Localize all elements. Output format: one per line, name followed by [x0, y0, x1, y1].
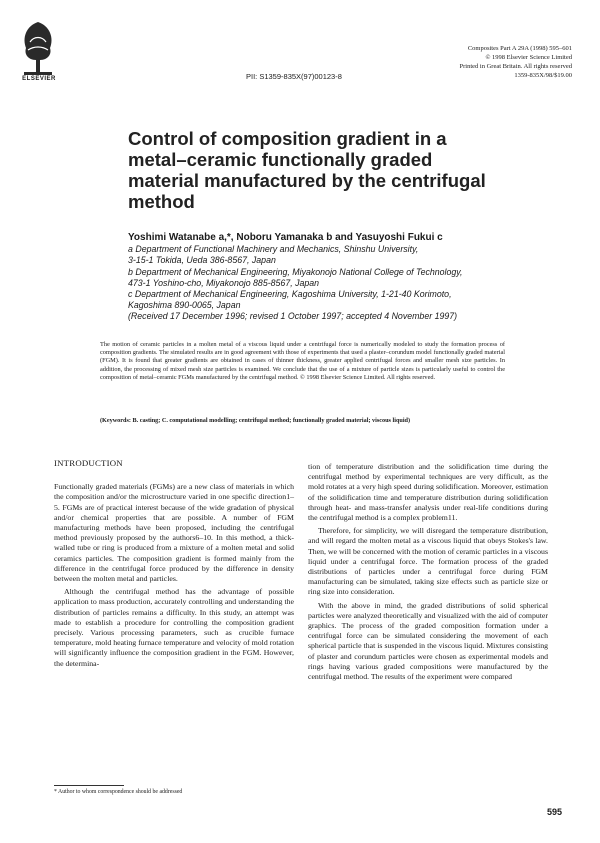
footnote: * Author to whom correspondence should be addressed — [54, 789, 183, 795]
section-heading: INTRODUCTION — [54, 458, 123, 468]
affiliation-line: 3-15-1 Tokida, Ueda 386-8567, Japan — [128, 255, 276, 266]
footnote-divider — [54, 785, 124, 786]
affiliation-line: c Department of Mechanical Engineering, Kagoshima University, 1-21-40 Korimoto, — [128, 289, 452, 300]
affiliation-line: a Department of Functional Machinery and Mechanics, Shinshu University, — [128, 244, 419, 255]
publisher-name: ELSEVIER — [22, 76, 56, 82]
journal-info — [402, 44, 572, 80]
left-column — [54, 458, 294, 672]
issn-line: 1359-835X/98/$19.00 — [514, 72, 572, 79]
affiliation-line: Kagoshima 890-0065, Japan — [128, 300, 241, 311]
printed-line: Printed in Great Britain. All rights reserved — [459, 63, 572, 70]
paragraph: Functionally graded materials (FGMs) are a new class of materials in which the composition and/or the microstructure varied in one specific direction1–5. FGMs are of practical interest because of the wide gradation of physical and/or chemical properties that are possible. A number of FGM manufacturing methods have been proposed, including the centrifugal method previously proposed by the authors6–10. In this method, a thick-walled tube or ring is produced from a mixture of a molten metal and solid ceramics particles. The composition gradient is formed mainly from the difference in the centrifugal force produced by the difference in density between the molten metal and particles. — [54, 482, 294, 584]
paragraph: With the above in mind, the graded distributions of solid spherical particles were analyzed theoretically and visualized with the aid of computer graphics. The process of the graded composition formation under a centrifugal force can be simulated considering the movement of each spherical particle that is suspended in the viscous liquid. Mixtures consisting of plaster and corundum particles were chosen as experimental models and rings having various graded compositions were manufactured by the centrifugal method. The results of the experiment were compared — [308, 600, 548, 682]
author-list: Yoshimi Watanabe a,*, Noboru Yamanaka b and Yasuyoshi Fukui c — [128, 232, 443, 243]
right-column — [308, 462, 548, 685]
abstract: The motion of ceramic particles in a molten metal of a viscous liquid under a centrifugal force is numerically modeled to study the formation process of composition gradients. The simulated results are in good agreement with those of experiments that used a plaster–corundum model functionally graded material (FGM). It is found that greater gradients are obtained in cases of thinner thickness, greater applied centrifugal forces and smaller mesh size particles. In addition, the processing of mixed mesh size particles is examined. We conclude that the use of a mixture of particle sizes is particularly useful to control the composition of metal–ceramic FGMs manufactured by the centrifugal method. © 1998 Elsevier Science Limited. All rights reserved. — [100, 341, 505, 381]
paragraph: Although the centrifugal method has the advantage of possible application to mass production, accurately controlling and understanding the distribution of particles remains a difficulty. In this study, an attempt was made to establish a procedure for controlling the composition gradient precisely. Various processing parameters, such as crucible furnace temperature, mold heating furnace temperature and velocity of mold rotation will significantly influence the composition gradient in the FGM. However, the determina- — [54, 587, 294, 668]
affiliation-line: b Department of Mechanical Engineering, Miyakonojo National College of Technology, — [128, 266, 463, 277]
journal-citation: Composites Part A 29A (1998) 595–601 — [467, 45, 572, 52]
received-dates: (Received 17 December 1996; revised 1 October 1997; accepted 4 November 1997) — [128, 311, 458, 322]
page-number: 595 — [546, 807, 562, 817]
paper-title: Control of composition gradient in a metal–ceramic functionally graded material manufactured by the centrifugal method — [128, 128, 486, 212]
paragraph: Therefore, for simplicity, we will disregard the temperature distribution, and will regard the molten metal as a viscous liquid that obeys Stokes's law. Then, we will be concerned with the motion of ceramic particles in a viscous liquid under a centrifugal force. The formation process of the graded distributions of particles under a centrifugal force during FGM manufacturing can be simulated, taking size effects such as particle size or ring size into consideration. — [308, 526, 548, 597]
publisher-logo — [18, 18, 58, 76]
pii-code: PII: S1359-835X(97)00123-8 — [246, 72, 342, 81]
author-block — [128, 232, 568, 323]
paragraph: tion of temperature distribution and the solidification time during the centrifugal method by experimental techniques are very difficult, as the mold rotates at a very high speed during solidification. Moreover, estimation of the solidification time and temperature distribution during solidification through heat- and mass-transfer analysis under real-life conditions during the centrifugal method is a complex problem11. — [308, 462, 548, 523]
copyright-line: © 1998 Elsevier Science Limited — [485, 54, 572, 61]
affiliation-line: 473-1 Yoshino-cho, Miyakonojo 885-8567, Japan — [128, 277, 320, 288]
keywords: (Keywords: B. casting; C. computational modelling; centrifugal method; functionally graded material; viscous liquid) — [100, 417, 411, 424]
